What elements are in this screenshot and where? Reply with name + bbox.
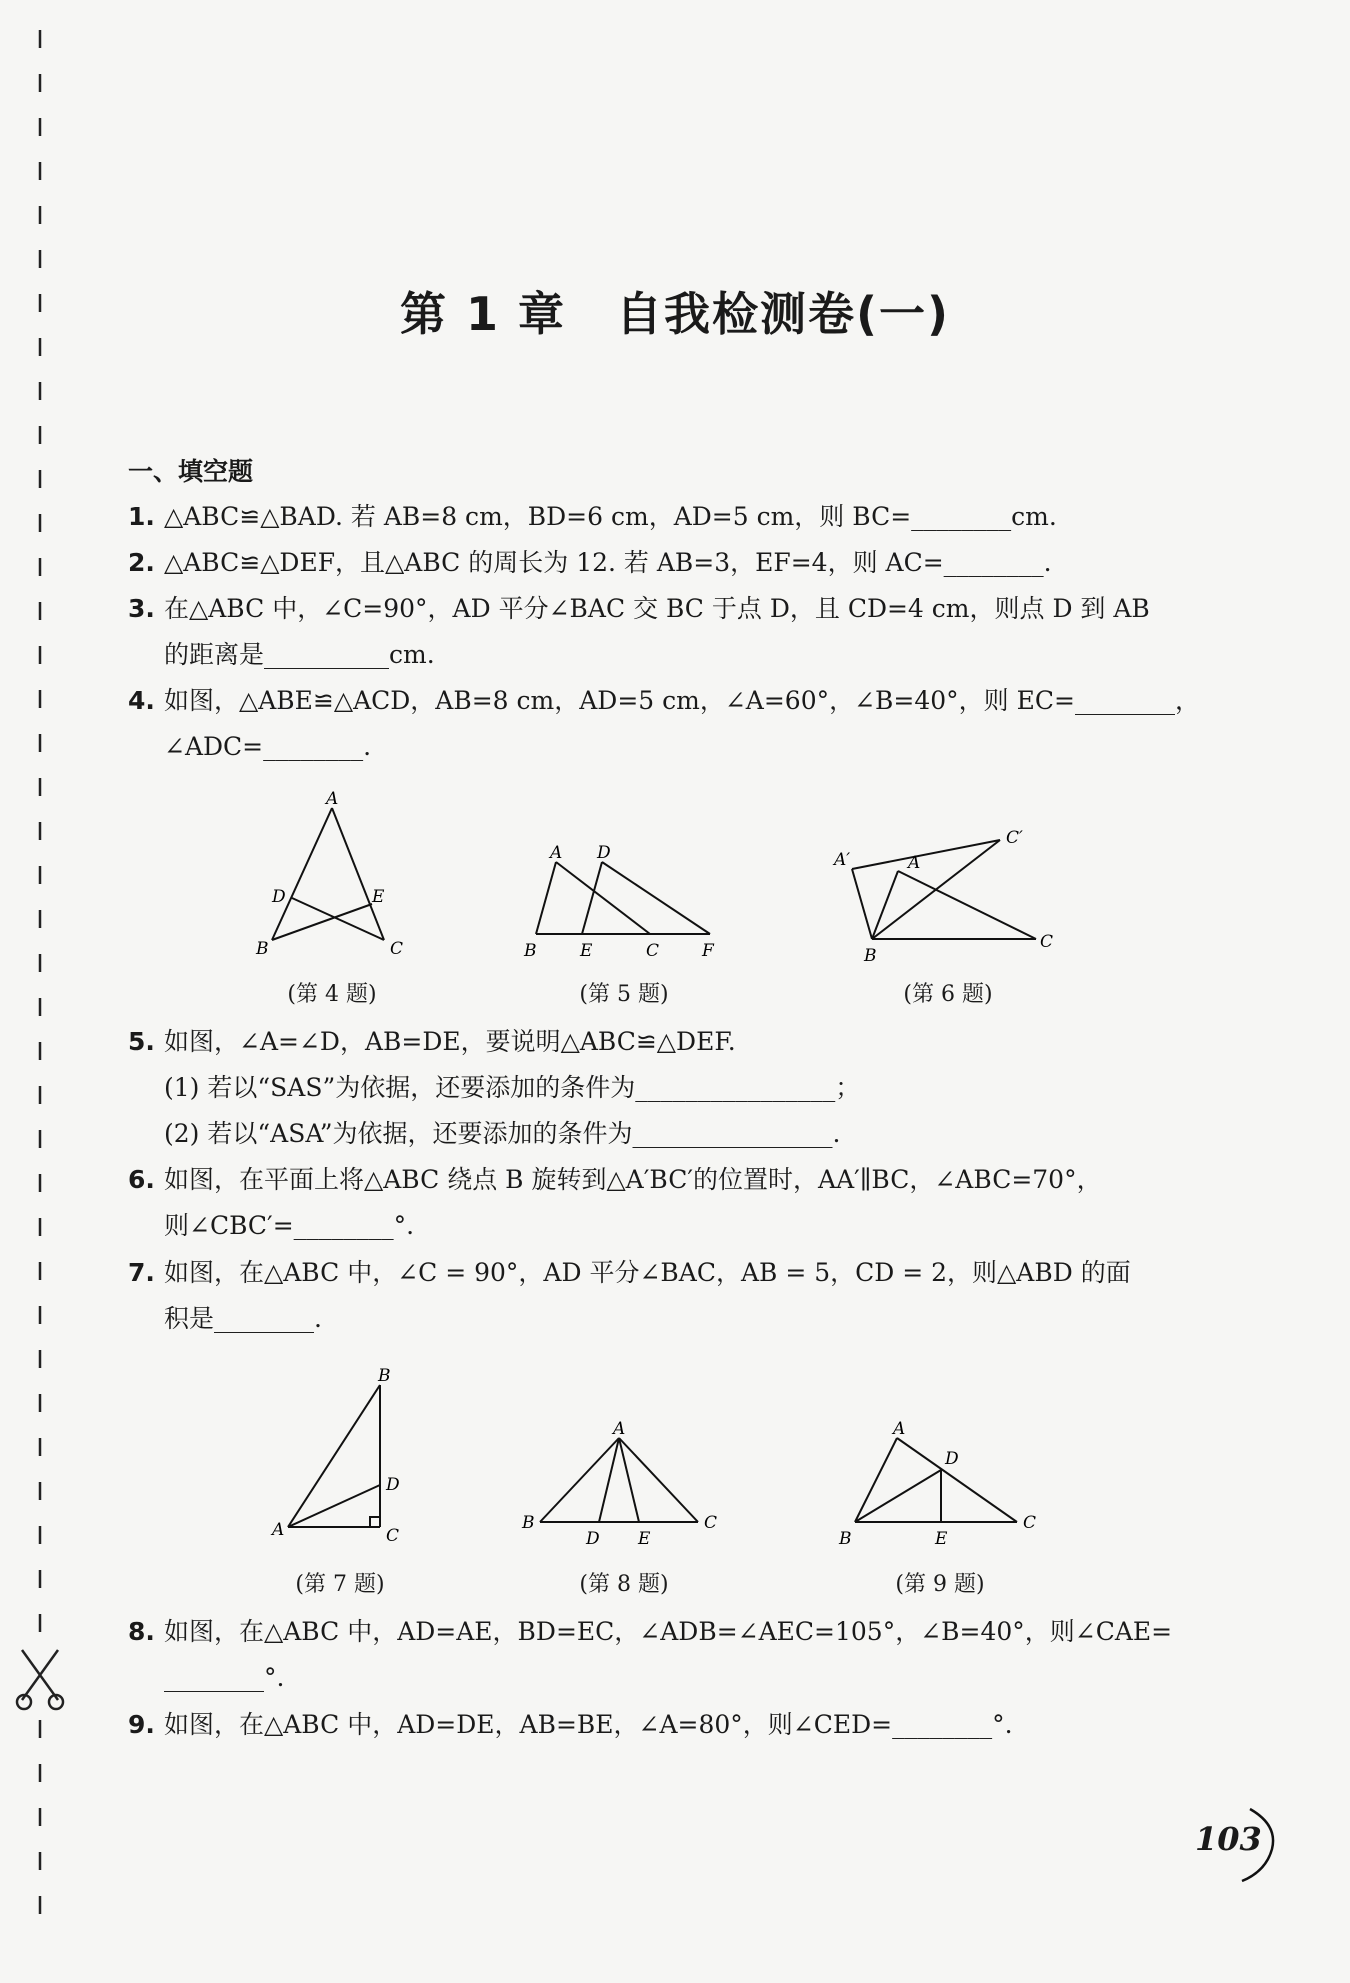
label-B: B bbox=[864, 946, 877, 965]
chapter-number: 第 1 章 bbox=[399, 287, 566, 341]
label-A-prime: A′ bbox=[834, 850, 851, 870]
figure-8 bbox=[520, 1420, 730, 1550]
figure-9 bbox=[835, 1420, 1045, 1550]
question-number: 8. bbox=[128, 1617, 155, 1646]
question-number: 5. bbox=[128, 1027, 155, 1056]
label-C: C bbox=[1023, 1513, 1037, 1533]
question-number: 9. bbox=[128, 1710, 155, 1739]
label-B: B bbox=[839, 1529, 852, 1549]
question-5 bbox=[128, 1027, 736, 1057]
question-text: 如图，△ABE≌△ACD，AB=8 cm，AD=5 cm，∠A=60°，∠B=40°，则 EC=________， bbox=[164, 686, 1200, 715]
label-E: E bbox=[638, 1529, 651, 1549]
label-E: E bbox=[580, 941, 593, 961]
label-A: A bbox=[550, 843, 563, 863]
question-8-cont: ________°. bbox=[164, 1663, 285, 1692]
question-9 bbox=[128, 1710, 1013, 1740]
label-D: D bbox=[945, 1449, 959, 1469]
figure-7 bbox=[270, 1365, 420, 1550]
label-D: D bbox=[597, 843, 611, 863]
question-3-cont: 的距离是__________cm. bbox=[164, 640, 435, 669]
question-number: 3. bbox=[128, 594, 155, 623]
chapter-name: 自我检测卷(一) bbox=[616, 287, 951, 341]
label-A: A bbox=[272, 1520, 285, 1540]
question-text: 如图，在△ABC 中，AD=AE，BD=EC，∠ADB=∠AEC=105°，∠B=40°，则∠CAE= bbox=[164, 1617, 1173, 1646]
question-7-cont: 积是________. bbox=[164, 1304, 322, 1333]
question-text: 如图，在△ABC 中，AD=DE，AB=BE，∠A=80°，则∠CED=________°. bbox=[164, 1710, 1013, 1739]
label-E: E bbox=[372, 887, 385, 907]
label-C: C bbox=[704, 1513, 718, 1533]
section-heading: 一、填空题 bbox=[128, 457, 254, 486]
question-8 bbox=[128, 1617, 1172, 1647]
question-number: 6. bbox=[128, 1165, 155, 1194]
question-5-part-2: (2) 若以“ASA”为依据，还要添加的条件为________________. bbox=[164, 1119, 841, 1148]
label-C: C bbox=[386, 1526, 400, 1546]
label-B: B bbox=[256, 939, 269, 959]
label-C: C bbox=[646, 941, 660, 961]
question-3 bbox=[128, 594, 1150, 624]
label-B: B bbox=[378, 1366, 391, 1386]
question-number: 7. bbox=[128, 1258, 155, 1287]
question-number: 1. bbox=[128, 502, 155, 531]
question-text: 如图，∠A=∠D，AB=DE，要说明△ABC≌△DEF. bbox=[164, 1027, 736, 1056]
question-2 bbox=[128, 548, 1052, 578]
figure-4 bbox=[250, 790, 420, 965]
question-text: △ABC≌△BAD. 若 AB=8 cm，BD=6 cm，AD=5 cm，则 BC=________cm. bbox=[164, 502, 1057, 531]
label-C: C bbox=[390, 939, 404, 959]
caption-figure-5: (第 5 题) bbox=[579, 982, 669, 1007]
label-D: D bbox=[386, 1475, 400, 1495]
label-E: E bbox=[935, 1529, 948, 1549]
page-number: 103 bbox=[1195, 1820, 1262, 1858]
question-number: 2. bbox=[128, 548, 155, 577]
scissors-icon bbox=[17, 1650, 63, 1709]
label-A: A bbox=[326, 790, 339, 809]
question-4 bbox=[128, 686, 1200, 716]
label-A: A bbox=[908, 853, 921, 873]
page-title bbox=[0, 278, 1350, 344]
caption-figure-6: (第 6 题) bbox=[903, 982, 993, 1007]
label-B: B bbox=[524, 941, 537, 961]
caption-figure-7: (第 7 题) bbox=[295, 1572, 385, 1597]
label-B: B bbox=[522, 1513, 535, 1533]
question-1 bbox=[128, 502, 1057, 532]
question-6-cont: 则∠CBC′=________°. bbox=[164, 1211, 415, 1240]
figure-5 bbox=[520, 840, 730, 965]
label-D: D bbox=[272, 887, 286, 907]
question-text: 如图，在△ABC 中，∠C = 90°，AD 平分∠BAC，AB = 5，CD = 2，则△ABD 的面 bbox=[164, 1258, 1131, 1287]
question-text: 在△ABC 中，∠C=90°，AD 平分∠BAC 交 BC 于点 D，且 CD=4 cm，则点 D 到 AB bbox=[164, 594, 1150, 623]
label-D: D bbox=[586, 1529, 600, 1549]
question-5-part-1: (1) 若以“SAS”为依据，还要添加的条件为________________； bbox=[164, 1073, 861, 1102]
question-number: 4. bbox=[128, 686, 155, 715]
question-7 bbox=[128, 1258, 1131, 1288]
label-F: F bbox=[702, 941, 714, 961]
question-text: 如图，在平面上将△ABC 绕点 B 旋转到△A′BC′的位置时，AA′∥BC，∠ABC=70°， bbox=[164, 1165, 1102, 1194]
label-C: C bbox=[1040, 932, 1054, 952]
label-A: A bbox=[613, 1420, 626, 1439]
question-6 bbox=[128, 1165, 1102, 1195]
label-A: A bbox=[893, 1420, 906, 1439]
figure-6 bbox=[830, 825, 1060, 965]
label-C-prime: C′ bbox=[1006, 828, 1023, 848]
caption-figure-4: (第 4 题) bbox=[287, 982, 377, 1007]
question-4-cont: ∠ADC=________. bbox=[164, 732, 372, 761]
question-text: △ABC≌△DEF，且△ABC 的周长为 12. 若 AB=3，EF=4，则 AC=________. bbox=[164, 548, 1052, 577]
caption-figure-8: (第 8 题) bbox=[579, 1572, 669, 1597]
caption-figure-9: (第 9 题) bbox=[895, 1572, 985, 1597]
